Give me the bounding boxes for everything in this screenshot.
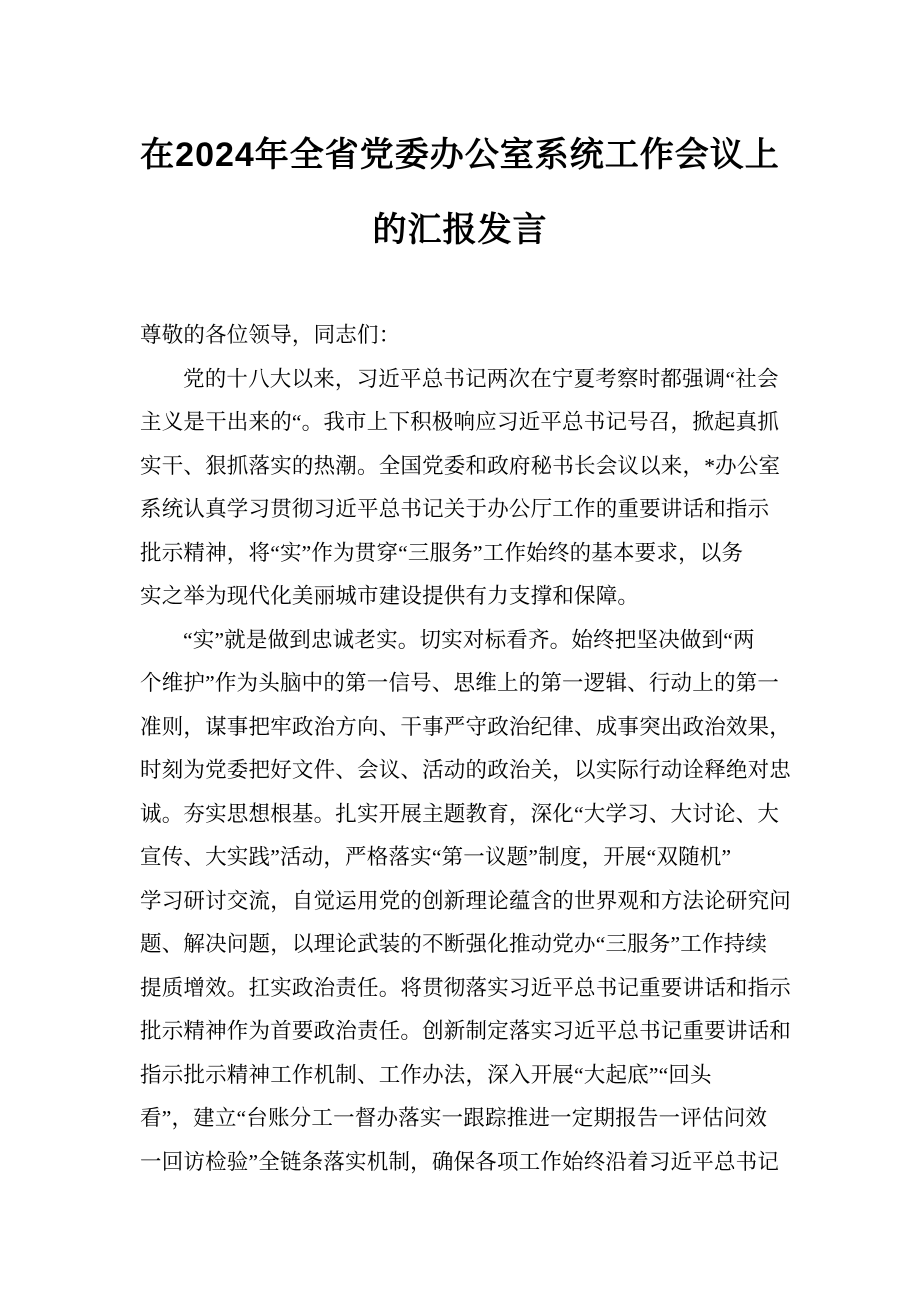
body-line: 批示精神作为首要政治责任。创新制定落实习近平总书记重要讲话和 [140,1019,792,1043]
body-line: 系统认真学习贯彻习近平总书记关于办公厅工作的重要讲话和指示 [140,497,770,521]
body-line: 党的十八大以来，习近平总书记两次在宁夏考察时都强调“社会 [183,366,779,391]
body-line: 实之举为现代化美丽城市建设提供有力支撑和保障。 [140,584,640,608]
body-line: 主义是干出来的“。我市上下积极响应习近平总书记号召，掀起真抓 [140,410,780,434]
body-line: 诚。夯实思想根基。扎实开展主题教育，深化“大学习、大讨论、大 [140,801,780,826]
body-line: 学习研讨交流，自觉运用党的创新理论蕴含的世界观和方法论研究问 [140,888,792,913]
body-line: “实”就是做到忠诚老实。切实对标看齐。始终把坚决做到“两 [183,627,755,652]
body-line: 尊敬的各位领导，同志们： [140,323,401,347]
body-line: 批示精神，将“实”作为贯穿“三服务”工作始终的基本要求，以务 [140,540,744,565]
body-line: 时刻为党委把好文件、会议、活动的政治关，以实际行动诠释绝对忠 [140,758,792,782]
body-line: 宣传、大实践”活动，严格落实“第一议题”制度，开展“双随机” [140,845,732,869]
body-line: 题、解决问题，以理论武装的不断强化推动党办“三服务”工作持续 [140,932,768,956]
body-line: 个维护”作为头脑中的第一信号、思维上的第一逻辑、行动上的第一 [140,671,780,695]
document-body [0,314,920,1184]
document-title-line-2: 的汇报发言 [372,211,548,249]
body-line: 实干、狠抓落实的热潮。全国党委和政府秘书长会议以来，*办公室 [140,453,781,478]
body-line: 一回访检验”全链条落实机制，确保各项工作始终沿着习近平总书记 [140,1149,780,1174]
body-line: 提质增效。扛实政治责任。将贯彻落实习近平总书记重要讲话和指示 [140,975,792,1000]
body-line: 看”，建立“台账分工一督办落实一跟踪推进一定期报告一评估问效 [140,1106,768,1130]
body-line: 准则，谋事把牢政治方向、干事严守政治纪律、成事突出政治效果， [140,714,792,739]
document-title [0,0,920,268]
body-line: 指示批示精神工作机制、工作办法，深入开展“大起底”“回头 [140,1062,712,1087]
document-title-line-1: 在2024年全省党委办公室系统工作会议上 [140,136,780,174]
